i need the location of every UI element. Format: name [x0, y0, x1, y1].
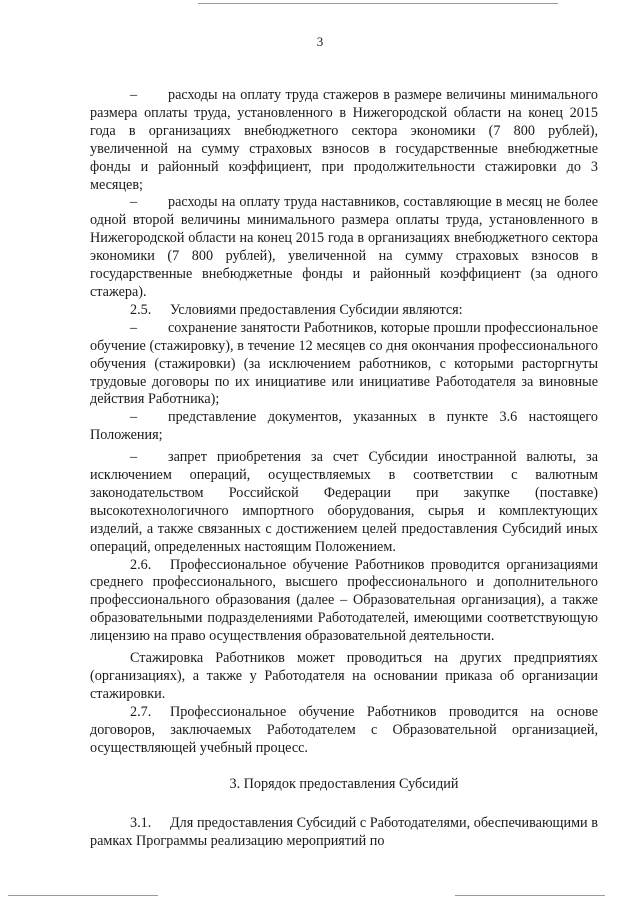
clause-number: 2.5.: [130, 301, 152, 318]
dash-marker: –: [130, 87, 138, 103]
top-scan-rule: [198, 3, 558, 4]
clause-number: 3.1.: [130, 815, 152, 832]
list-item: [90, 449, 598, 556]
dash-marker: –: [130, 319, 138, 336]
dash-marker: –: [130, 449, 138, 466]
list-item-text: сохранение занятости Работников, которые прошли профессиональное обучение (стажировку), в течение 12 месяцев со дня окончания профессионального обучения (стажировки) (за исключением работников, с которыми расторгнуты трудовые договоры по их инициативе или инициативе Работодателя за виновные действия Работника);: [90, 319, 598, 408]
list-item: [90, 320, 598, 410]
bottom-scan-rule: [455, 895, 605, 896]
dash-marker: –: [130, 194, 138, 211]
list-item-text: представление документов, указанных в пункте 3.6 настоящего Положения;: [90, 409, 598, 444]
list-item: [90, 87, 598, 194]
list-item-text: расходы на оплату труда стажеров в размере величины минимального размера оплаты труда, установленного в Нижегородской области на конец 2015 года в организациях внебюджетного сектора экономики (7 800 рублей), увеличенной на сумму страховых взносов в государственные внебюджетные фонды и районный коэффициент, при продолжительности стажировки до 3 месяцев;: [90, 87, 598, 193]
list-item: [90, 409, 598, 445]
clause-2-7: [90, 704, 598, 758]
dash-marker: –: [130, 409, 138, 426]
clause-number: 2.7.: [130, 703, 152, 720]
paragraph-internship: Стажировка Работников может проводиться на других предприятиях (организациях), а также у Работодателя на основании приказа об организации стажировки.: [90, 650, 598, 702]
list-item-text: запрет приобретения за счет Субсидии иностранной валюты, за исключением операций, осуществляемых в соответствии с валютным законодательством Российской Федерации при закупке (поставке) высокотехнологичного импортного оборудования, сырья и комплектующих изделий, а также связанных с достижением целей предоставления Субсидий иных операций, определенных настоящим Положением.: [90, 449, 598, 555]
list-item: [90, 194, 598, 301]
bottom-scan-rule: [8, 895, 158, 896]
clause-number: 2.6.: [130, 556, 152, 573]
list-item-text: расходы на оплату труда наставников, составляющие в месяц не более одной второй величины минимального размера оплаты труда, установленного в Нижегородской области на конец 2015 года в организациях внебюджетного сектора экономики (7 800 рублей), увеличенной на сумму страховых взносов в государственные внебюджетные фонды и районный коэффициент (за одного стажера).: [90, 194, 598, 300]
clause-text: Профессиональное обучение Работников проводится на основе договоров, заключаемых Работодателем с Образовательной организацией, осуществляющей учебный процесс.: [90, 703, 598, 756]
page-number: 3: [316, 34, 324, 49]
document-body: [90, 87, 598, 851]
section-heading: 3. Порядок предоставления Субсидий: [229, 775, 459, 792]
clause-text: Условиями предоставления Субсидии являются:: [170, 301, 463, 318]
clause-2-6: [90, 557, 598, 647]
clause-3-1: [90, 815, 598, 851]
clause-text: Профессиональное обучение Работников проводится организациями среднего профессионального, высшего профессионального и дополнительного профессионального образования (далее – Образовательная организация), а также образовательными подразделениями Работодателей, имеющими соответствующую лицензию на право осуществления образовательной деятельности.: [90, 556, 598, 645]
clause-text: Для предоставления Субсидий с Работодателями, обеспечивающими в рамках Программы реализацию мероприятий по: [90, 815, 598, 850]
clause-2-5: [90, 302, 598, 320]
